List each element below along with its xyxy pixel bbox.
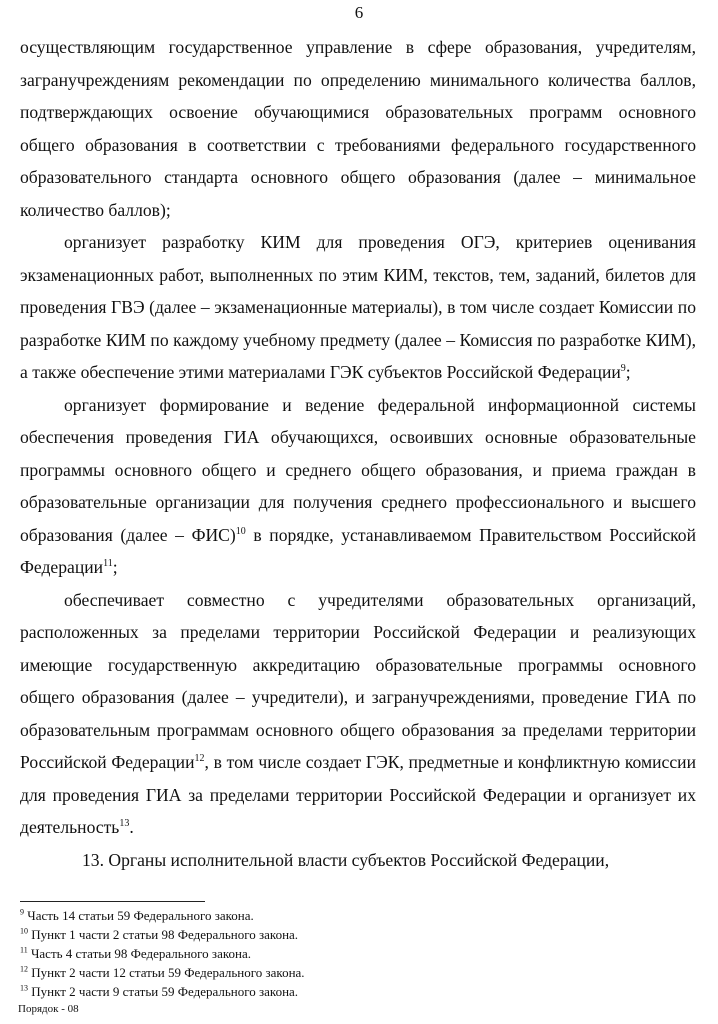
footnote-13 (20, 982, 700, 1001)
footnotes (20, 906, 700, 1001)
footnote-9 (20, 906, 700, 925)
footnote-text: Часть 4 статьи 98 Федерального закона. (27, 946, 251, 961)
paragraph-5 (20, 844, 696, 877)
paragraph-3-end: ; (112, 557, 118, 577)
footnote-ref-10: 10 (235, 525, 246, 537)
page-number: 6 (354, 3, 364, 22)
paragraph-2-tail: ; (625, 362, 631, 382)
footnote-mark: 12 (20, 964, 28, 974)
footnote-12 (20, 963, 700, 982)
paragraph-4 (20, 584, 696, 844)
footnote-text: Пункт 1 части 2 статьи 98 Федерального закона. (28, 927, 299, 942)
paragraph-4-tail: , в том числе создает ГЭК, предметные и конфликтную комиссии для проведения ГИА за пределами территории Российской Федерации и организует их деятельность (20, 752, 696, 837)
footnote-text: Пункт 2 части 9 статьи 59 Федерального закона. (28, 984, 299, 999)
footnote-ref-13: 13 (119, 818, 130, 830)
footnote-separator (20, 901, 205, 902)
paragraph-1-text: осуществляющим государственное управление в сфере образования, учредителям, загранучреждениям рекомендации по определению минимального количества баллов, подтверждающих освоение обучающимися образовательных программ основного общего образования в соответствии с требованиями федерального государственного образовательного стандарта основного общего образования (далее – минимальное количество баллов); (20, 37, 696, 220)
footnote-mark: 10 (20, 926, 28, 936)
paragraph-1 (20, 31, 696, 226)
footnote-mark: 11 (20, 945, 28, 955)
footnote-ref-9: 9 (620, 363, 626, 375)
footnote-mark: 9 (20, 907, 24, 917)
footnote-10 (20, 925, 700, 944)
paragraph-4-text: обеспечивает совместно с учредителями образовательных организаций, расположенных за пределами территории Российской Федерации и реализующих имеющие государственную аккредитацию образовательные программы основного общего образования (далее – учредители), и загранучреждениями, проведение ГИА по образовательным программам основного общего образования за пределами территории Российской Федерации (20, 589, 696, 772)
footnote-ref-12: 12 (194, 753, 205, 765)
paragraph-2-text: организует разработку КИМ для проведения ОГЭ, критериев оценивания экзаменационных работ, выполненных по этим КИМ, текстов, тем, заданий, билетов для проведения ГВЭ (далее – экзаменационные материалы), в том числе создает Комиссии по разработке КИМ по каждому учебному предмету (далее – Комиссия по разработке КИМ), а также обеспечение этими материалами ГЭК субъектов Российской Федерации (20, 232, 696, 382)
body-text (20, 31, 696, 876)
paragraph-3-text: организует формирование и ведение федеральной информационной системы обеспечения проведения ГИА обучающихся, освоивших основные образовательные программы основного общего и среднего общего образования, и приема граждан в образовательные организации для получения среднего профессионального и высшего образования (далее – ФИС) (20, 394, 696, 545)
document-footer: Порядок - 08 (18, 1003, 79, 1015)
paragraph-5-text: 13. Органы исполнительной власти субъектов Российской Федерации, (82, 849, 610, 870)
footnote-11 (20, 944, 700, 963)
footnote-text: Пункт 2 части 12 статьи 59 Федерального закона. (28, 965, 305, 980)
footnote-mark: 13 (20, 983, 28, 993)
footnote-text: Часть 14 статьи 59 Федерального закона. (24, 908, 254, 923)
footnote-ref-11: 11 (103, 558, 113, 570)
paragraph-3-tail: в порядке, устанавливаемом Правительством Российской Федерации (20, 524, 697, 577)
paragraph-3 (20, 389, 696, 584)
paragraph-4-end: . (129, 817, 134, 837)
paragraph-2 (20, 226, 696, 389)
